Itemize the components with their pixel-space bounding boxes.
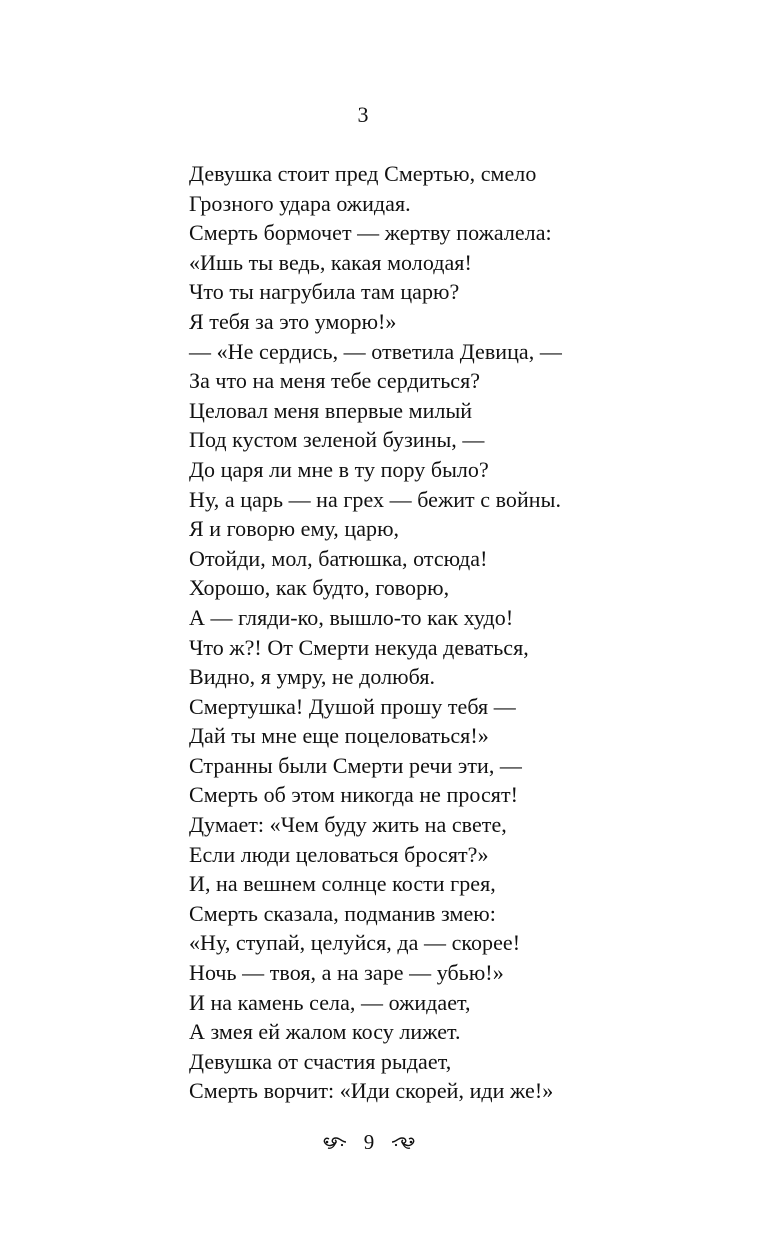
poem-line: Я тебя за это уморю!»: [189, 308, 397, 334]
section-number: 3: [357, 102, 369, 127]
poem-line: Под кустом зеленой бузины, —: [189, 427, 485, 453]
poem-line: Что ты нагрубила там царю?: [189, 279, 460, 305]
poem-line: А — гляди-ко, вышло-то как худо!: [189, 604, 514, 630]
poem-line: И, на вешнем солнце кости грея,: [189, 871, 496, 897]
poem-line: Дай ты мне еще поцеловаться!»: [189, 723, 489, 749]
poem-line: Странны были Смерти речи эти, —: [189, 752, 522, 778]
poem-line: Смертушка! Душой прошу тебя —: [189, 693, 516, 719]
poem-line: За что на меня тебе сердиться?: [189, 368, 481, 394]
poem-line: До царя ли мне в ту пору было?: [189, 456, 489, 482]
poem-line: Ну, а царь — на грех — бежит с войны.: [189, 486, 561, 512]
poem-line: Целовал меня впервые милый: [189, 397, 473, 423]
poem-line: Грозного удара ожидая.: [189, 190, 411, 216]
poem-line: Что ж?! От Смерти некуда деваться,: [189, 634, 529, 660]
poem-line: Ночь — твоя, а на заре — убью!»: [189, 960, 504, 986]
poem-line: И на камень села, — ожидает,: [189, 989, 471, 1015]
poem-line: Девушка от счастия рыдает,: [189, 1048, 452, 1074]
poem-line: «Ишь ты ведь, какая молодая!: [189, 249, 472, 275]
poem-line: А змея ей жалом косу лижет.: [189, 1019, 461, 1045]
poem-line: Отойди, мол, батюшка, отсюда!: [189, 545, 488, 571]
poem-line: Девушка стоит пред Смертью, смело: [189, 161, 537, 186]
poem-line: Если люди целоваться бросят?»: [189, 841, 489, 867]
poem-line: — «Не сердись, — ответила Девица, —: [189, 338, 562, 364]
poem-line: Смерть бормочет — жертву пожалела:: [189, 220, 552, 246]
flourish-ornament-left-icon: [322, 1132, 348, 1152]
page-number: 9: [363, 1130, 375, 1154]
poem-line: «Ну, ступай, целуйся, да — скорее!: [189, 930, 521, 956]
poem-line: Смерть об этом никогда не просят!: [189, 782, 519, 808]
flourish-ornament-right-icon: [390, 1132, 416, 1152]
poem-line: Смерть ворчит: «Иди скорей, иди же!»: [189, 1078, 554, 1104]
poem-line: Думает: «Чем буду жить на свете,: [189, 812, 507, 838]
poem-line: Смерть сказала, подманив змею:: [189, 900, 496, 926]
poem-line: Хорошо, как будто, говорю,: [189, 575, 450, 601]
poem-line: Я и говорю ему, царю,: [189, 516, 400, 542]
poem-body: [189, 159, 562, 1106]
poem-line: Видно, я умру, не долюбя.: [189, 664, 436, 690]
page-footer: [0, 1127, 738, 1157]
